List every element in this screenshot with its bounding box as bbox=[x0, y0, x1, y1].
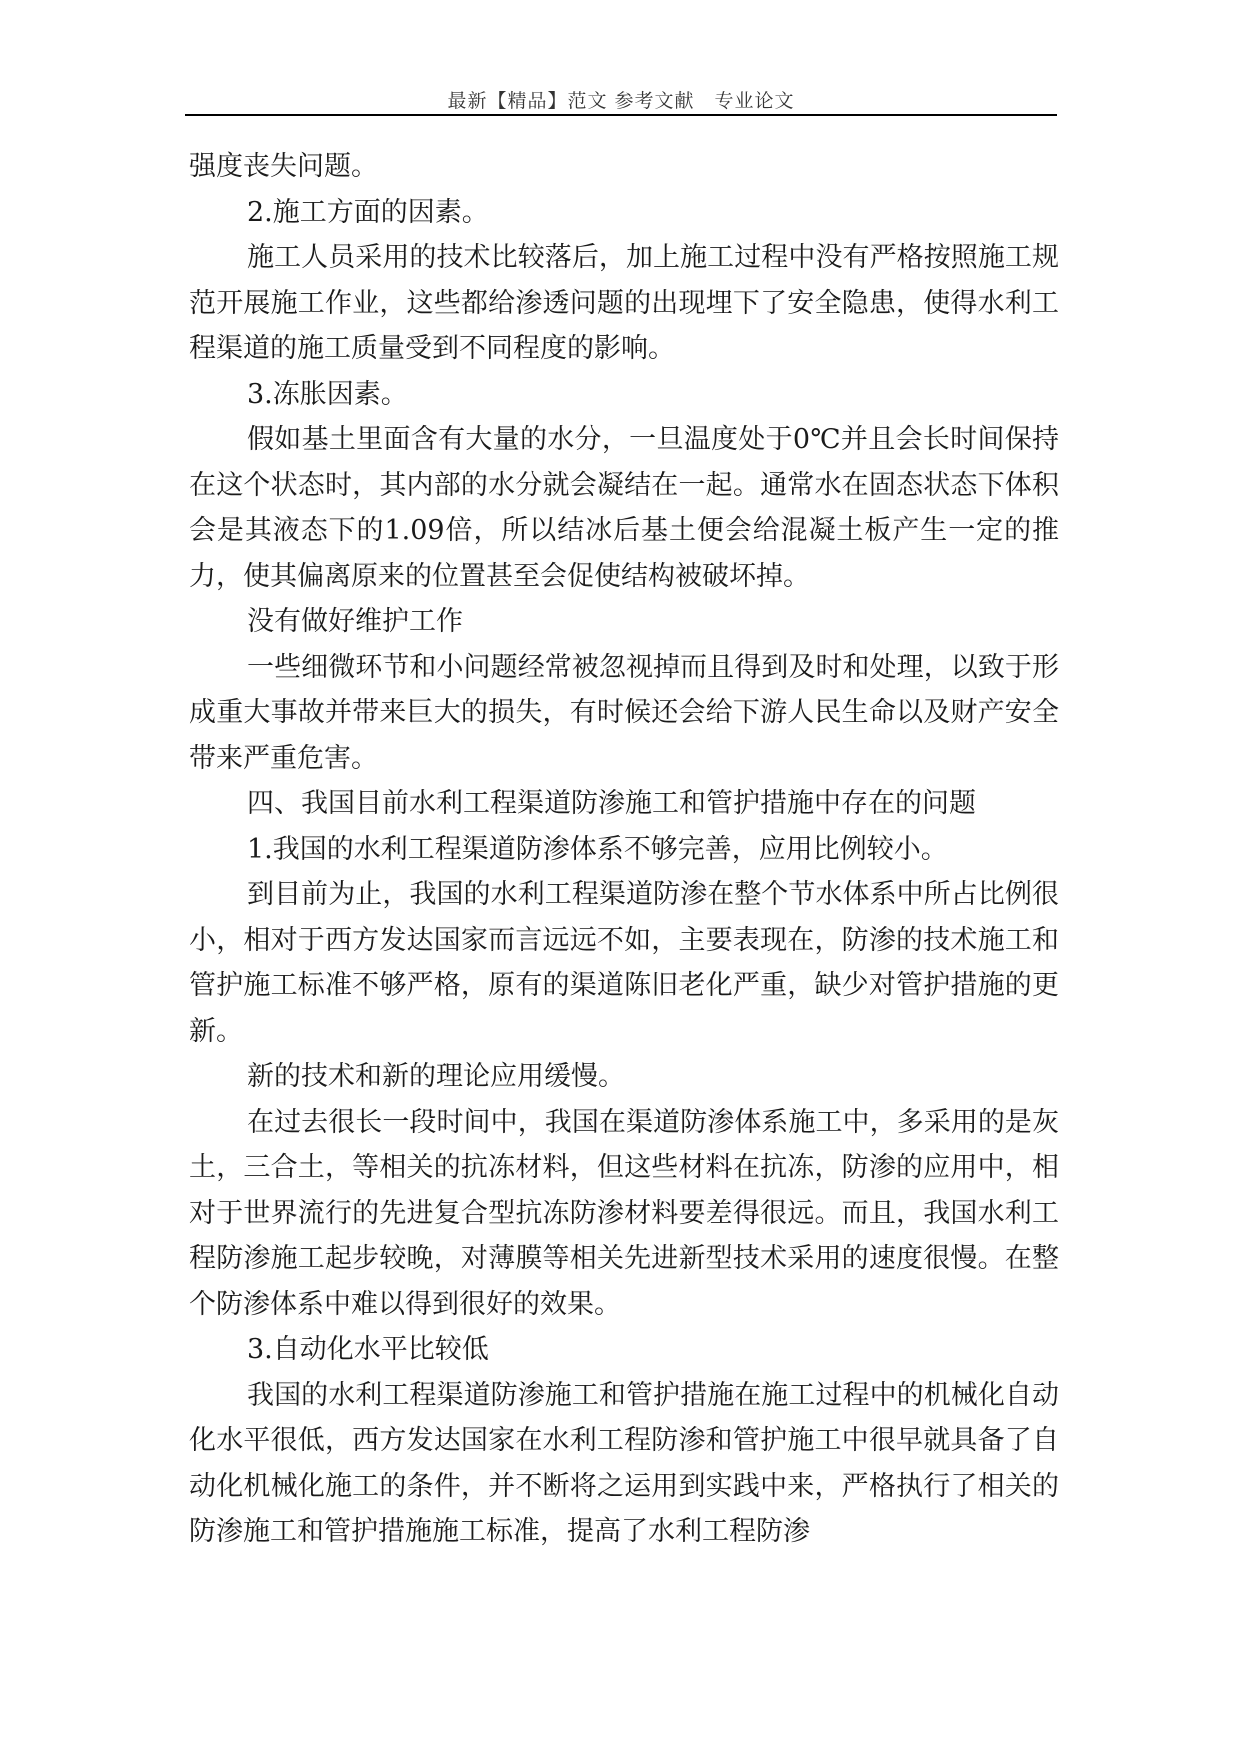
paragraph: 没有做好维护工作 bbox=[247, 606, 463, 637]
paragraph: 假如基土里面含有大量的水分，一旦温度处于0℃并且会长时间保持在这个状态时，其内部的水分就会凝结在一起。通常水在固态状态下体积会是其液态下的1.09倍，所以结冰后基土便会给混凝土板产生一定的推力，使其偏离原来的位置甚至会促使结构被破坏掉。 bbox=[189, 424, 1059, 592]
paragraph: 3.自动化水平比较低 bbox=[247, 1334, 489, 1365]
paragraph: 在过去很长一段时间中，我国在渠道防渗体系施工中，多采用的是灰土，三合土，等相关的抗冻材料，但这些材料在抗冻，防渗的应用中，相对于世界流行的先进复合型抗冻防渗材料要差得很远。而且，我国水利工程防渗施工起步较晚，对薄膜等相关先进新型技术采用的速度很慢。在整个防渗体系中难以得到很好的效果。 bbox=[189, 1106, 1059, 1320]
header-divider bbox=[185, 114, 1057, 116]
paragraph: 强度丧失问题。 bbox=[189, 151, 378, 182]
paragraph: 3.冻胀因素。 bbox=[247, 378, 408, 410]
paragraph: 2.施工方面的因素。 bbox=[247, 196, 489, 228]
section-heading: 四、我国目前水利工程渠道防渗施工和管护措施中存在的问题 bbox=[247, 788, 976, 819]
paragraph: 一些细微环节和小问题经常被忽视掉而且得到及时和处理，以致于形成重大事故并带来巨大的损失，有时候还会给下游人民生命以及财产安全带来严重危害。 bbox=[189, 651, 1059, 774]
paragraph: 我国的水利工程渠道防渗施工和管护措施在施工过程中的机械化自动化水平很低，西方发达国家在水利工程防渗和管护施工中很早就具备了自动化机械化施工的条件，并不断将之运用到实践中来，严格执行了相关的防渗施工和管护措施施工标准，提高了水利工程防渗 bbox=[189, 1379, 1059, 1547]
page-header: 最新【精品】范文 参考文献 专业论文 bbox=[447, 90, 795, 112]
document-body bbox=[189, 144, 1059, 1555]
paragraph: 施工人员采用的技术比较落后，加上施工过程中没有严格按照施工规范开展施工作业，这些都给渗透问题的出现埋下了安全隐患，使得水利工程渠道的施工质量受到不同程度的影响。 bbox=[189, 242, 1059, 364]
paragraph: 到目前为止，我国的水利工程渠道防渗在整个节水体系中所占比例很小，相对于西方发达国家而言远远不如，主要表现在，防渗的技术施工和管护施工标准不够严格，原有的渠道陈旧老化严重，缺少对管护措施的更新。 bbox=[189, 879, 1059, 1047]
paragraph: 1.我国的水利工程渠道防渗体系不够完善，应用比例较小。 bbox=[247, 833, 948, 865]
paragraph: 新的技术和新的理论应用缓慢。 bbox=[247, 1061, 625, 1092]
